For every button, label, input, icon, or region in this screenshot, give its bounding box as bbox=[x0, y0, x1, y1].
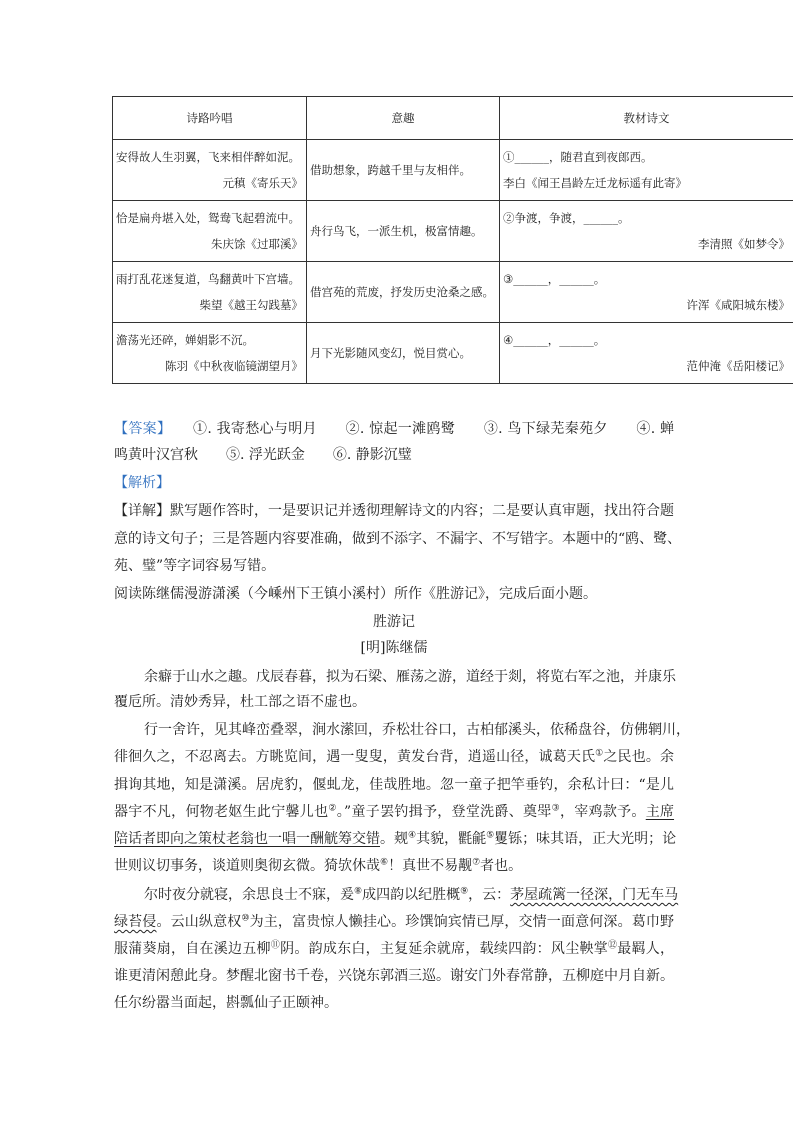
text-span: 陪话者即向之策杖老翁也一唱一酬觥筹交错 bbox=[114, 831, 380, 847]
section-label: 【解析】 bbox=[114, 475, 170, 491]
text-line bbox=[114, 748, 674, 766]
text-span: 尔时夜分就寝，余思良士不寐，爰 bbox=[144, 887, 354, 903]
text-span: 最羁人， bbox=[617, 941, 675, 957]
text-span: 鸣黄叶汉宫秋 ⑤. 浮光跃金 ⑥. 静影沉璧 bbox=[114, 447, 412, 463]
poem-line: 恰是扁舟堪入处，鸳鸯飞起碧流中。 bbox=[116, 211, 300, 225]
footnote-marker: ③ bbox=[551, 803, 560, 814]
footnote-marker: ④ bbox=[408, 830, 417, 841]
text-line bbox=[114, 420, 674, 438]
footnote-marker: ① bbox=[595, 748, 604, 759]
header-cell: 意趣 bbox=[307, 97, 500, 140]
text-line bbox=[114, 857, 674, 875]
text-span: 者也。 bbox=[480, 858, 523, 874]
text-line bbox=[144, 668, 674, 686]
footnote-marker: ⑨ bbox=[460, 886, 469, 897]
text-line bbox=[114, 940, 674, 958]
text-line bbox=[114, 474, 674, 492]
section-label: 【答案】 bbox=[114, 421, 165, 437]
text-line bbox=[114, 639, 674, 657]
text-line bbox=[144, 721, 690, 739]
fill-blank: ④______，______。 bbox=[503, 333, 606, 347]
footnote-marker: ⑩ bbox=[241, 913, 250, 924]
textbook-cell bbox=[500, 201, 793, 262]
meaning-cell: 借宫苑的荒废，抒发历史沧桑之感。 bbox=[307, 262, 500, 323]
text-span: 世则议切事务，谈道则奥彻玄微。猗欤休哉 bbox=[114, 858, 380, 874]
poem-cell bbox=[113, 262, 307, 323]
text-span: 苑、璧”等字词容易写错。 bbox=[114, 558, 276, 574]
fill-blank: ②争渡，争渡，______。 bbox=[503, 211, 630, 225]
text-line bbox=[114, 557, 674, 575]
text-span: [明]陈继儒 bbox=[360, 640, 428, 656]
footnote-marker: ⑥ bbox=[380, 857, 389, 868]
textbook-source: 范仲淹《岳阳楼记》 bbox=[686, 359, 790, 373]
text-line bbox=[114, 803, 674, 821]
text-span: 成四韵以纪胜概 bbox=[362, 887, 461, 903]
text-span: 。云山纵意权 bbox=[156, 914, 242, 930]
footnote-marker: ⑪ bbox=[270, 940, 281, 951]
header-cell: 诗路吟唱 bbox=[113, 97, 307, 140]
footnote-marker: ⑦ bbox=[472, 857, 481, 868]
poetry-table bbox=[112, 96, 793, 384]
text-line bbox=[114, 502, 674, 520]
text-line bbox=[114, 446, 674, 464]
text-span: 任尔纷嚣当面起，斟瓢仙子正颐神。 bbox=[114, 995, 338, 1011]
textbook-source: 许浑《咸阳城东楼》 bbox=[686, 298, 790, 312]
text-span: 。”童子罢钓揖予，登堂洗爵、奠斝 bbox=[336, 804, 552, 820]
text-line bbox=[114, 530, 682, 548]
poem-line: 雨打乱花迷复道，鸟翻黄叶下宫墙。 bbox=[116, 272, 300, 286]
text-line bbox=[114, 585, 674, 603]
text-span: ，云： bbox=[468, 887, 511, 903]
table-row bbox=[113, 140, 793, 201]
textbook-source: 李清照《如梦令》 bbox=[698, 237, 790, 251]
text-span: 揖询其地，知是潇溪。居虎豹，偃虬龙，佳哉胜地。忽一童子把竿垂钓，余私计曰：“是儿 bbox=[114, 777, 674, 793]
poem-source: 朱庆馀《过耶溪》 bbox=[211, 237, 303, 251]
text-span: 为主，富贵惊人懒挂心。珍馔饷宾情已厚，交情一面意何深。葛巾野 bbox=[249, 914, 675, 930]
text-span: 谁更清闲憩此身。梦醒北窗书千卷，兴饶东郭酒三巡。谢安门外春常静，五柳庭中月自新。 bbox=[114, 968, 674, 984]
fill-blank: ③______，______。 bbox=[503, 272, 606, 286]
text-line bbox=[114, 613, 674, 631]
meaning-cell: 借助想象，跨越千里与友相伴。 bbox=[307, 140, 500, 201]
text-span: ①. 我寄愁心与明月 ②. 惊起一滩鸥鹭 ③. 鸟下绿芜秦苑夕 ④. 蝉 bbox=[164, 421, 674, 437]
text-span: 覆卮所。清妙秀异，杜工部之语不虚也。 bbox=[114, 694, 366, 710]
poem-source: 元稹《寄乐天》 bbox=[222, 176, 303, 190]
text-span: 器宇不凡，何物老妪生此宁馨儿也 bbox=[114, 804, 329, 820]
footnote-marker: ② bbox=[328, 803, 337, 814]
poem-cell bbox=[113, 323, 307, 384]
text-span: 【详解】默写题作答时，一是要识记并透彻理解诗文的内容；二是要认真审题，找出符合题 bbox=[114, 503, 674, 519]
text-span: 茅屋疏篱一径深，门无车马 bbox=[510, 887, 679, 903]
textbook-cell bbox=[500, 262, 793, 323]
poem-source: 陈羽《中秋夜临镜湖望月》 bbox=[165, 359, 303, 373]
text-span: 徘徊久之，不忍离去。方眺览间，遇一叟叟，黄发台背，逍遥山径，诚葛天氏 bbox=[114, 749, 596, 765]
text-line bbox=[114, 830, 677, 848]
text-line bbox=[144, 886, 679, 904]
footnote-marker: ⑫ bbox=[607, 940, 618, 951]
text-span: ，宰鸡款予。 bbox=[559, 804, 646, 820]
poem-line: 澹荡光还碎，婵娟影不沉。 bbox=[116, 333, 254, 347]
text-span: ！真世不易觏 bbox=[388, 858, 473, 874]
text-span: 矍铄；味其语，正大光明；论 bbox=[494, 831, 677, 847]
text-span: 余癖于山水之趣。戊辰春暮，拟为石梁、雁荡之游，道经于剡，将览右军之池，并康乐 bbox=[144, 669, 676, 685]
header-cell: 教材诗文 bbox=[500, 97, 793, 140]
text-line bbox=[114, 693, 674, 711]
table-row bbox=[113, 262, 793, 323]
footnote-marker: ⑧ bbox=[354, 886, 363, 897]
text-line bbox=[114, 913, 674, 931]
text-line bbox=[114, 994, 674, 1012]
text-span: 阅读陈继儒漫游潇溪（今嵊州下王镇小溪村）所作《胜游记》，完成后面小题。 bbox=[114, 586, 597, 602]
text-line bbox=[114, 967, 674, 985]
text-line bbox=[114, 776, 674, 794]
text-span: 服蒲葵扇，自在溪边五柳 bbox=[114, 941, 271, 957]
poem-source: 柴望《越王勾践墓》 bbox=[199, 298, 303, 312]
text-span: 绿苔侵 bbox=[114, 914, 157, 930]
textbook-cell bbox=[500, 140, 793, 201]
textbook-cell bbox=[500, 323, 793, 384]
fill-blank: ①______，随君直到夜郎西。 bbox=[503, 150, 653, 164]
textbook-source: 李白《闻王昌龄左迁龙标遥有此寄》 bbox=[503, 176, 687, 190]
table-row bbox=[113, 323, 793, 384]
text-span: 行一舍许，见其峰峦叠翠，涧水潆回，乔松壮谷口，古柏郁溪头，依稀盘谷，仿佛辋川， bbox=[144, 722, 690, 738]
table-row bbox=[113, 201, 793, 262]
text-span: 阴。韵成东白，主复延余就席，载续四韵：风尘鞅掌 bbox=[280, 941, 608, 957]
meaning-cell: 月下光影随风变幻，悦目赏心。 bbox=[307, 323, 500, 384]
text-span: 其貌，氍毹 bbox=[416, 831, 487, 847]
text-span: 意的诗文句子；三是答题内容要准确，做到不添字、不漏字、不写错字。本题中的“鸥、鹭、 bbox=[114, 531, 682, 547]
meaning-cell: 舟行鸟飞，一派生机，极富情趣。 bbox=[307, 201, 500, 262]
poem-line: 安得故人生羽翼，飞来相伴醉如泥。 bbox=[116, 150, 300, 164]
text-span: 之民也。余 bbox=[603, 749, 675, 765]
poem-cell bbox=[113, 140, 307, 201]
poem-cell bbox=[113, 201, 307, 262]
text-span: 。觌 bbox=[380, 831, 408, 847]
footnote-marker: ⑤ bbox=[486, 830, 495, 841]
text-span: 胜游记 bbox=[373, 614, 415, 630]
text-span: 主席 bbox=[645, 804, 675, 820]
